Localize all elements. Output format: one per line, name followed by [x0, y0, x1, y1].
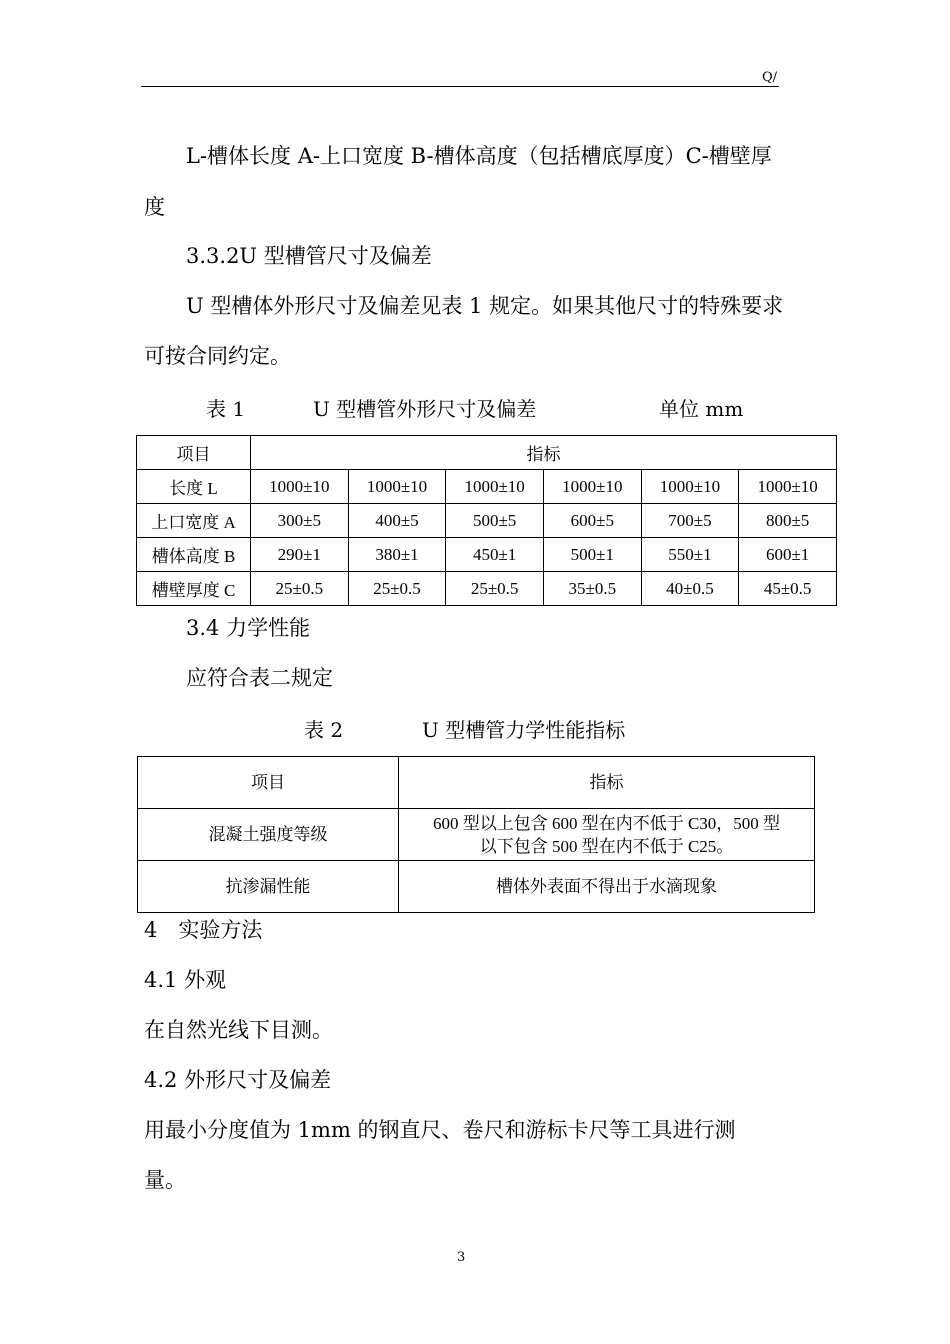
table-row: [137, 470, 837, 504]
table1-cell: 500±5: [446, 504, 544, 538]
table-row: [137, 572, 837, 606]
table1-caption-unit: 单位 mm: [659, 397, 744, 421]
table2-caption-number: 表 2: [304, 718, 344, 742]
paragraph-measurement-method-line2: 量。: [144, 1168, 186, 1192]
table1-header-item: 项目: [137, 436, 251, 470]
section-heading-4-2: 4.2 外形尺寸及偏差: [144, 1068, 332, 1092]
table1-cell: 1000±10: [543, 470, 641, 504]
table1-cell: 290±1: [251, 538, 349, 572]
table2-cell: [399, 809, 815, 861]
table1-cell: 380±1: [348, 538, 446, 572]
table1-cell: 35±0.5: [543, 572, 641, 606]
table-row: [138, 757, 815, 809]
table1-cell: 450±1: [446, 538, 544, 572]
table2-header-item: 项目: [138, 757, 399, 809]
table1-cell: 25±0.5: [348, 572, 446, 606]
table2-row-label: 抗渗漏性能: [138, 861, 399, 913]
table1-cell: 400±5: [348, 504, 446, 538]
table1-cell: 800±5: [739, 504, 837, 538]
table2-caption-title: U 型槽管力学性能指标: [422, 718, 626, 742]
table1-caption-title: U 型槽管外形尺寸及偏差: [313, 397, 537, 421]
paragraph-dimension-legend-line1: L-槽体长度 A-上口宽度 B-槽体高度（包括槽底厚度）C-槽壁厚: [186, 144, 772, 168]
table-row: [138, 809, 815, 861]
table1-cell: 25±0.5: [251, 572, 349, 606]
table2-cell: 槽体外表面不得出于水滴现象: [399, 861, 815, 913]
table1-cell: 45±0.5: [739, 572, 837, 606]
table2-cell-line: 以下包含 500 型在内不低于 C25。: [479, 836, 734, 856]
table1-cell: 1000±10: [251, 470, 349, 504]
table-row: [138, 861, 815, 913]
section-heading-4-1: 4.1 外观: [144, 968, 227, 992]
table-row: [137, 538, 837, 572]
table1-cell: 25±0.5: [446, 572, 544, 606]
section-heading-3-4: 3.4 力学性能: [186, 616, 311, 640]
table2-mechanical-properties: [137, 756, 815, 913]
table1-cell: 1000±10: [446, 470, 544, 504]
table1-cell: 1000±10: [641, 470, 739, 504]
table1-row-label: 槽壁厚度 C: [137, 572, 251, 606]
paragraph-appearance-method: 在自然光线下目测。: [144, 1018, 333, 1042]
table2-cell-line: 600 型以上包含 600 型在内不低于 C30，500 型: [432, 813, 781, 833]
paragraph-table1-intro-line1: U 型槽体外形尺寸及偏差见表 1 规定。如果其他尺寸的特殊要求: [186, 294, 784, 318]
section-heading-3-3-2: 3.3.2U 型槽管尺寸及偏差: [186, 244, 432, 268]
table1-cell: 700±5: [641, 504, 739, 538]
section-heading-4: 4 实验方法: [144, 918, 263, 942]
table-row: [137, 504, 837, 538]
paragraph-table1-intro-line2: 可按合同约定。: [144, 344, 291, 368]
page-number: 3: [457, 1250, 466, 1265]
paragraph-dimension-legend-line2: 度: [144, 195, 165, 219]
table-row: [137, 436, 837, 470]
table1-cell: 600±5: [543, 504, 641, 538]
paragraph-measurement-method-line1: 用最小分度值为 1mm 的钢直尺、卷尺和游标卡尺等工具进行测: [144, 1118, 736, 1142]
table1-cell: 600±1: [739, 538, 837, 572]
table1-dimensions: [136, 435, 837, 606]
header-rule: [141, 86, 779, 87]
table1-cell: 40±0.5: [641, 572, 739, 606]
table1-cell: 500±1: [543, 538, 641, 572]
table1-row-label: 长度 L: [137, 470, 251, 504]
table2-row-label: 混凝土强度等级: [138, 809, 399, 861]
table1-cell: 1000±10: [739, 470, 837, 504]
table1-cell: 300±5: [251, 504, 349, 538]
table1-caption-number: 表 1: [206, 397, 246, 421]
table2-header-index: 指标: [399, 757, 815, 809]
paragraph-table2-intro: 应符合表二规定: [186, 666, 333, 690]
header-code: Q/: [762, 70, 778, 85]
table1-header-index: 指标: [251, 436, 837, 470]
table1-cell: 1000±10: [348, 470, 446, 504]
table1-row-label: 槽体高度 B: [137, 538, 251, 572]
table1-cell: 550±1: [641, 538, 739, 572]
table1-row-label: 上口宽度 A: [137, 504, 251, 538]
